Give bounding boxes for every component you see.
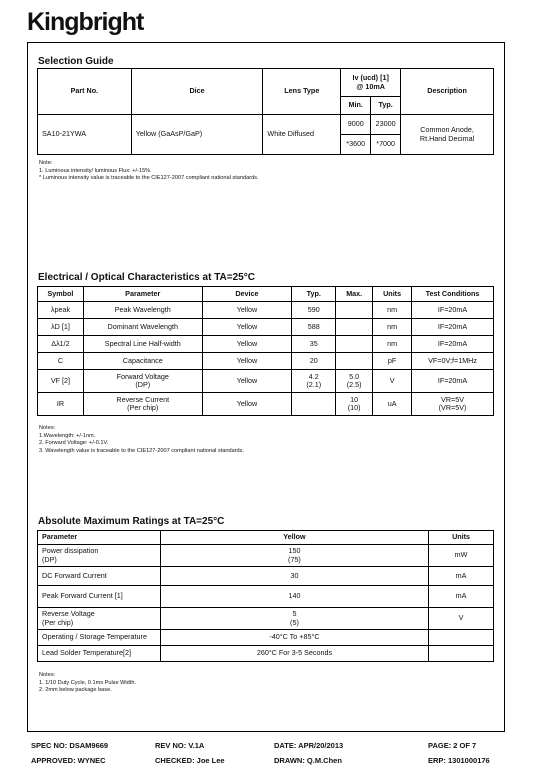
parameter-cell: Capacitance [83, 353, 202, 370]
part-no-cell: SA10-21YWA [38, 115, 132, 155]
max-cell: 10 (10) [336, 393, 373, 416]
parameter-cell: Operating / Storage Temperature [38, 630, 161, 646]
header-units: Units [429, 531, 494, 545]
units-cell: pF [373, 353, 412, 370]
header-typ: Typ. [292, 287, 336, 302]
units-cell [429, 630, 494, 646]
table-row [38, 545, 494, 567]
header-description: Description [401, 69, 494, 115]
max-cell [336, 302, 373, 319]
erp-number: ERP: 1301000176 [428, 756, 490, 765]
device-cell: Yellow [202, 370, 292, 393]
symbol-cell: λpeak [38, 302, 84, 319]
device-cell: Yellow [202, 353, 292, 370]
spec-no: SPEC NO: DSAM9669 [31, 741, 109, 750]
parameter-cell: Peak Forward Current [1] [38, 586, 161, 608]
device-cell: Yellow [202, 336, 292, 353]
table-row [38, 567, 494, 586]
header-units: Units [373, 287, 412, 302]
table-row [38, 393, 494, 416]
header-lens-type: Lens Type [263, 69, 341, 115]
dice-cell: Yellow (GaAsP/GaP) [131, 115, 263, 155]
selection-guide-table [37, 68, 494, 155]
selection-notes: Note: 1. Luminous intensity/ luminous Flux: +/-15%. * Luminous intensity value is traceable to the CIE127-2007 compliant national standards. [39, 160, 259, 182]
iv-typ-cell: 23000 [371, 115, 401, 135]
header-yellow: Yellow [160, 531, 428, 545]
description-cell: Common Anode, Rt.Hand Decimal [401, 115, 494, 155]
units-cell [429, 646, 494, 662]
table-row [38, 302, 494, 319]
header-max: Max. [336, 287, 373, 302]
units-cell: mA [429, 567, 494, 586]
header-iv: Iv (ucd) [1] @ 10mA [341, 69, 401, 97]
lens-type-cell: White Diffused [263, 115, 341, 155]
units-cell: nm [373, 319, 412, 336]
value-cell: 150 (75) [160, 545, 428, 567]
table-row [38, 336, 494, 353]
table-row [38, 608, 494, 630]
table-row [38, 630, 494, 646]
typ-cell: 4.2 (2.1) [292, 370, 336, 393]
test-condition-cell: IF=20mA [412, 319, 494, 336]
drawn-by: DRAWN: Q.M.Chen [274, 756, 342, 765]
max-cell [336, 319, 373, 336]
parameter-cell: Reverse Voltage (Per chip) [38, 608, 161, 630]
table-row [38, 646, 494, 662]
checked-by: CHECKED: Joe Lee [155, 756, 225, 765]
table-row [38, 586, 494, 608]
header-part-no: Part No. [38, 69, 132, 115]
header-parameter: Parameter [83, 287, 202, 302]
parameter-cell: Dominant Wavelength [83, 319, 202, 336]
approved-by: APPROVED: WYNEC [31, 756, 106, 765]
header-dice: Dice [131, 69, 263, 115]
units-cell: uA [373, 393, 412, 416]
selection-guide-title: Selection Guide [38, 56, 114, 67]
symbol-cell: Δλ1/2 [38, 336, 84, 353]
electrical-title: Electrical / Optical Characteristics at TA=25°C [38, 272, 255, 283]
absolute-ratings-table [37, 530, 494, 662]
header-typ: Typ. [371, 97, 401, 115]
max-cell [336, 336, 373, 353]
units-cell: nm [373, 336, 412, 353]
device-cell: Yellow [202, 319, 292, 336]
electrical-notes: Notes: 1.Wavelength: +/-1nm. 2. Forward Voltage: +/-0.1V. 3. Wavelength value is traceable to the CIE127-2007 compliant national standards. [39, 425, 245, 454]
symbol-cell: C [38, 353, 84, 370]
units-cell: nm [373, 302, 412, 319]
device-cell: Yellow [202, 393, 292, 416]
units-cell: mA [429, 586, 494, 608]
header-min: Min. [341, 97, 371, 115]
parameter-cell: Lead Solder Temperature[2] [38, 646, 161, 662]
typ-cell: 590 [292, 302, 336, 319]
table-row [38, 319, 494, 336]
typ-cell: 20 [292, 353, 336, 370]
parameter-cell: Peak Wavelength [83, 302, 202, 319]
test-condition-cell: IF=20mA [412, 302, 494, 319]
symbol-cell: VF [2] [38, 370, 84, 393]
header-symbol: Symbol [38, 287, 84, 302]
value-cell: 140 [160, 586, 428, 608]
typ-cell [292, 393, 336, 416]
typ-cell: 588 [292, 319, 336, 336]
parameter-cell: Forward Voltage (DP) [83, 370, 202, 393]
typ-cell: 35 [292, 336, 336, 353]
electrical-table [37, 286, 494, 416]
absolute-notes: Notes: 1. 1/10 Duty Cycle, 0.1ms Pulse Width. 2. 2mm below package base. [39, 672, 136, 694]
units-cell: mW [429, 545, 494, 567]
header-test-conditions: Test Conditions [412, 287, 494, 302]
header-device: Device [202, 287, 292, 302]
units-cell: V [373, 370, 412, 393]
table-row [38, 370, 494, 393]
max-cell [336, 353, 373, 370]
symbol-cell: IR [38, 393, 84, 416]
units-cell: V [429, 608, 494, 630]
device-cell: Yellow [202, 302, 292, 319]
iv-min-cell: *3600 [341, 135, 371, 155]
value-cell: -40°C To +85°C [160, 630, 428, 646]
brand-logo: Kingbright [27, 8, 144, 36]
parameter-cell: DC Forward Current [38, 567, 161, 586]
absolute-title: Absolute Maximum Ratings at TA=25°C [38, 516, 225, 527]
max-cell: 5.0 (2.5) [336, 370, 373, 393]
header-parameter: Parameter [38, 531, 161, 545]
value-cell: 260°C For 3-5 Seconds [160, 646, 428, 662]
value-cell: 30 [160, 567, 428, 586]
test-condition-cell: IF=20mA [412, 336, 494, 353]
symbol-cell: λD [1] [38, 319, 84, 336]
iv-min-cell: 9000 [341, 115, 371, 135]
iv-typ-cell: *7000 [371, 135, 401, 155]
parameter-cell: Reverse Current (Per chip) [83, 393, 202, 416]
value-cell: 5 (5) [160, 608, 428, 630]
test-condition-cell: IF=20mA [412, 370, 494, 393]
parameter-cell: Spectral Line Half-width [83, 336, 202, 353]
table-row [38, 353, 494, 370]
date: DATE: APR/20/2013 [274, 741, 344, 750]
rev-no: REV NO: V.1A [155, 741, 205, 750]
page-number: PAGE: 2 OF 7 [428, 741, 477, 750]
parameter-cell: Power dissipation (DP) [38, 545, 161, 567]
test-condition-cell: VF=0V;f=1MHz [412, 353, 494, 370]
test-condition-cell: VR=5V (VR=5V) [412, 393, 494, 416]
